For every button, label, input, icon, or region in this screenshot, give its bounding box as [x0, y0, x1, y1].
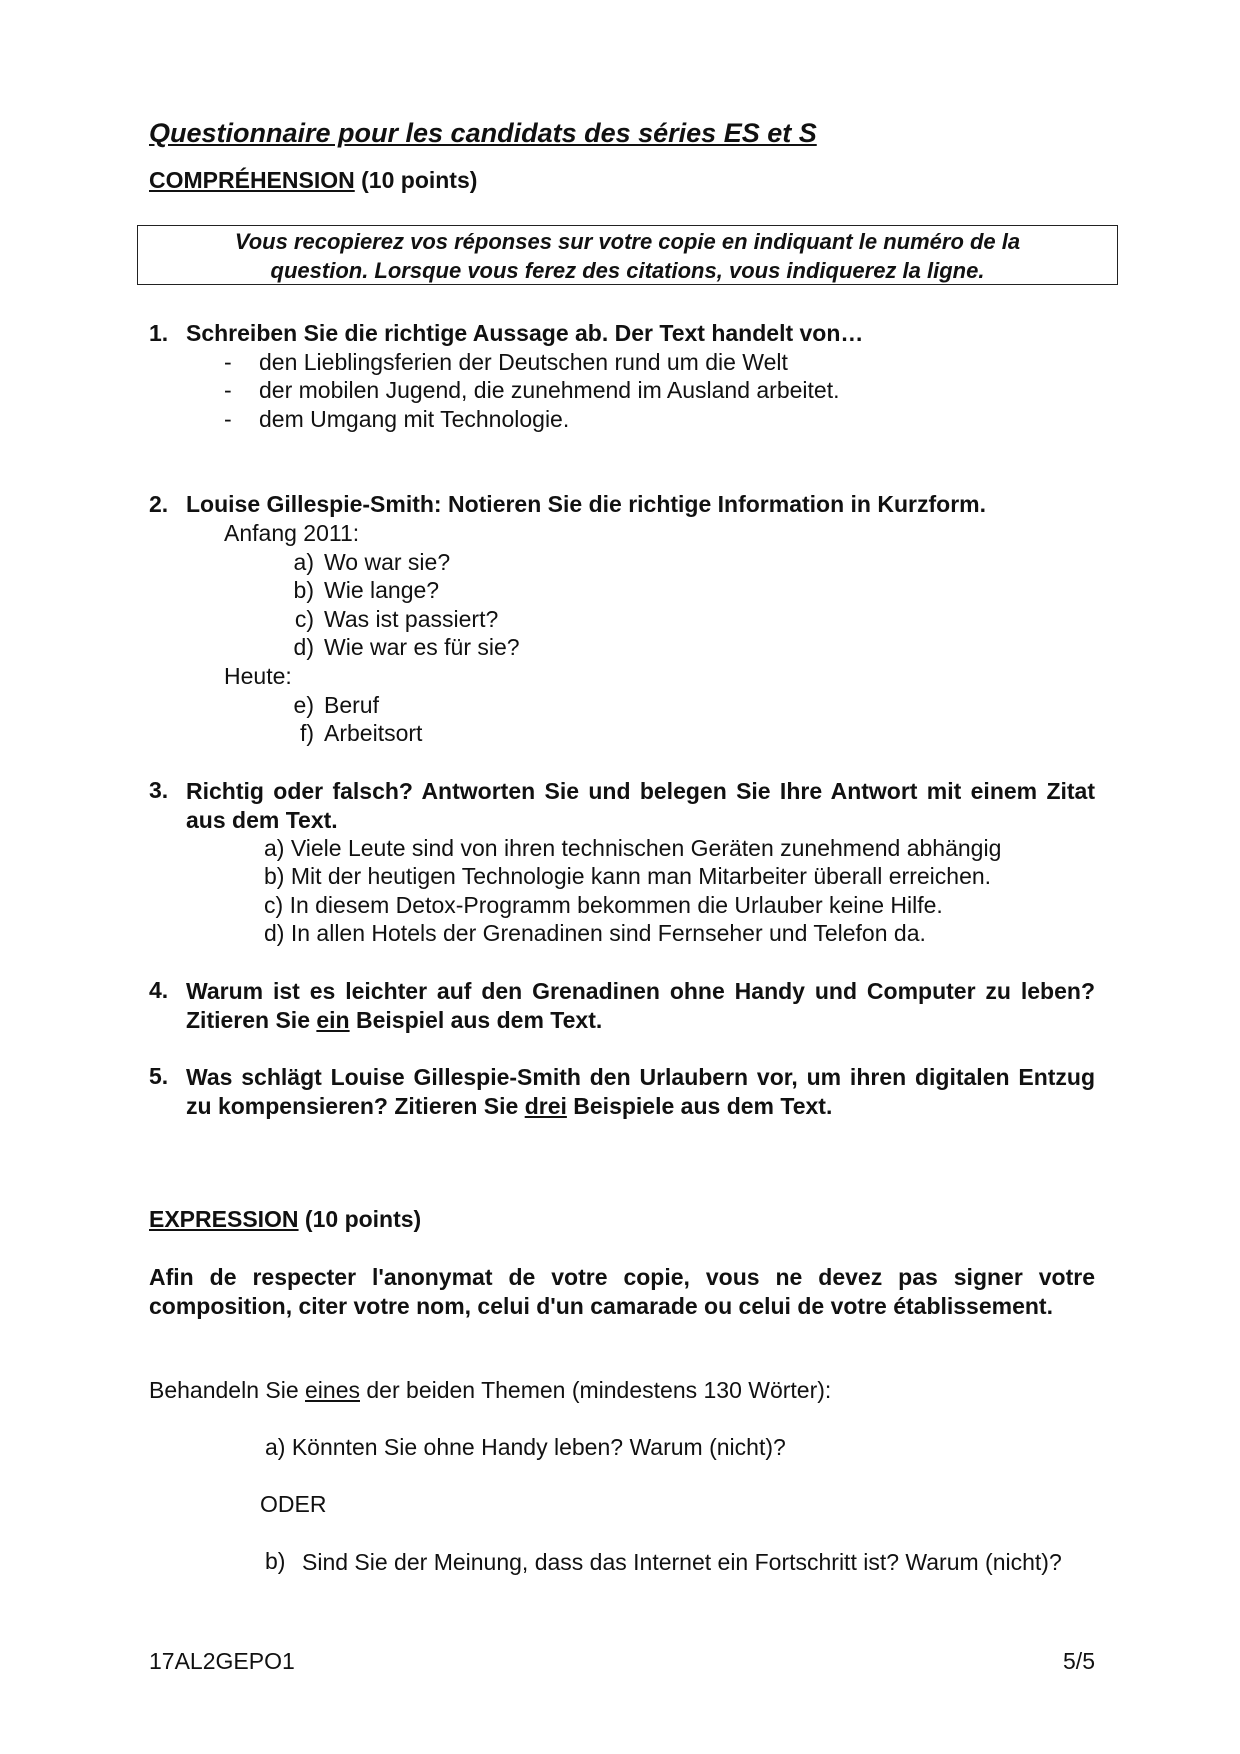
oder-separator: ODER	[260, 1491, 327, 1517]
question-1-option: - der mobilen Jugend, die zunehmend im Ausland arbeitet.	[224, 377, 840, 403]
topic-a	[265, 1434, 786, 1461]
question-3-item: c) In diesem Detox-Programm bekommen die Urlauber keine Hilfe.	[264, 892, 943, 918]
instruction-box	[137, 225, 1118, 285]
instruction-line-1: Vous recopierez vos réponses sur votre copie en indiquant le numéro de la	[234, 229, 1021, 254]
page-title: Questionnaire pour les candidats des séries ES et S	[149, 118, 817, 148]
question-4-number: 4.	[149, 977, 169, 1003]
question-2	[149, 491, 986, 518]
topic-a-label: a)	[265, 1434, 286, 1460]
topic-a-text: Könnten Sie ohne Handy leben? Warum (nicht)?	[291, 1434, 786, 1460]
question-1-option: - dem Umgang mit Technologie.	[224, 406, 570, 432]
footer-code: 17AL2GEPO1	[149, 1648, 295, 1674]
question-3-text: Richtig oder falsch? Antworten Sie und belegen Sie Ihre Antwort mit einem Zitat aus dem Text.	[186, 778, 1095, 833]
question-5-text: Was schlägt Louise Gillespie-Smith den Urlaubern vor, um ihren digitalen Entzug zu kompensieren? Zitieren Sie drei Beispiele aus dem Text.	[186, 1064, 1095, 1119]
instruction-line-2: question. Lorsque vous ferez des citations, vous indiquerez la ligne.	[270, 258, 985, 283]
expression-points: (10 points)	[298, 1206, 422, 1232]
question-2-group-1: Anfang 2011:	[224, 520, 360, 546]
question-1-option-text: der mobilen Jugend, die zunehmend im Ausland arbeitet.	[259, 377, 840, 403]
question-4-text: Warum ist es leichter auf den Grenadinen ohne Handy und Computer zu leben? Zitieren Sie ein Beispiel aus dem Text.	[186, 978, 1095, 1033]
question-3-item: b) Mit der heutigen Technologie kann man Mitarbeiter überall erreichen.	[264, 863, 992, 889]
question-2-item: f) Arbeitsort	[299, 720, 423, 746]
question-1	[149, 320, 863, 347]
question-2-item: e) Beruf	[293, 692, 379, 718]
topic-b-text: Sind Sie der Meinung, dass das Internet ein Fortschritt ist? Warum (nicht)?	[302, 1549, 1062, 1575]
expression-heading	[149, 1206, 421, 1233]
footer-page-number: 5/5	[1063, 1648, 1095, 1674]
question-2-item: a) Wo war sie?	[293, 549, 451, 575]
question-2-item: b) Wie lange?	[293, 577, 440, 603]
question-1-text: Schreiben Sie die richtige Aussage ab. Der Text handelt von…	[186, 320, 864, 346]
comprehension-heading-label: COMPRÉHENSION	[149, 167, 355, 193]
question-2-item: c) Was ist passiert?	[294, 606, 499, 632]
question-2-number: 2.	[149, 491, 169, 517]
task-instruction: Behandeln Sie eines der beiden Themen (mindestens 130 Wörter):	[149, 1377, 832, 1403]
question-3-item: a) Viele Leute sind von ihren technischen Geräten zunehmend abhängig	[264, 835, 1002, 861]
anonymity-note: Afin de respecter l'anonymat de votre copie, vous ne devez pas signer votre composition, citer votre nom, celui d'un camarade ou celui de votre établissement.	[149, 1264, 1095, 1319]
question-1-option: - den Lieblingsferien der Deutschen rund um die Welt	[224, 349, 788, 375]
question-1-option-text: den Lieblingsferien der Deutschen rund um die Welt	[259, 349, 788, 375]
topic-b-label: b)	[265, 1548, 286, 1574]
question-2-text: Louise Gillespie-Smith: Notieren Sie die richtige Information in Kurzform.	[186, 491, 986, 517]
comprehension-points: (10 points)	[354, 167, 478, 193]
expression-heading-label: EXPRESSION	[149, 1206, 299, 1232]
question-3-item: d) In allen Hotels der Grenadinen sind Fernseher und Telefon da.	[264, 920, 926, 946]
question-3-number: 3.	[149, 777, 169, 803]
question-5-number: 5.	[149, 1063, 169, 1089]
question-2-item: d) Wie war es für sie?	[293, 634, 520, 660]
question-2-group-2: Heute:	[224, 663, 292, 689]
comprehension-heading	[149, 167, 477, 194]
question-1-number: 1.	[149, 320, 169, 346]
question-1-option-text: dem Umgang mit Technologie.	[259, 406, 570, 432]
